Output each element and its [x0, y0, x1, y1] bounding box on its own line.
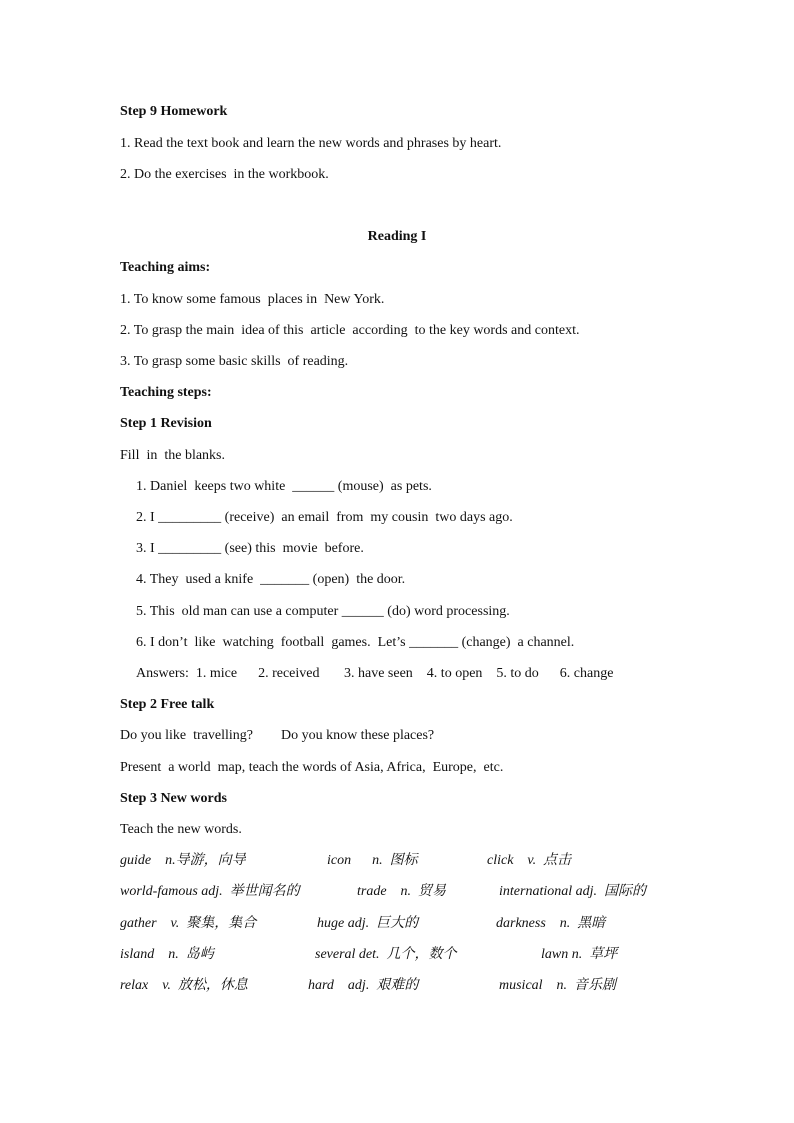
aim-item: 3. To grasp some basic skills of reading. [120, 354, 349, 369]
vocab-entry: world-famous adj. 举世闻名的 [120, 884, 300, 899]
vocab-entry: huge adj. 巨大的 [317, 916, 419, 931]
vocab-entry: click v. 点击 [487, 853, 572, 868]
section-title: Reading I [367, 229, 427, 244]
step1-instruction: Fill in the blanks. [120, 448, 225, 463]
vocab-row [0, 915, 794, 935]
step2-heading: Step 2 Free talk [120, 697, 215, 712]
step2-line: Do you like travelling? Do you know these places? [120, 728, 435, 743]
homework-item: 1. Read the text book and learn the new words and phrases by heart. [120, 136, 502, 151]
vocab-entry: musical n. 音乐剧 [499, 978, 617, 993]
answers-line: Answers: 1. mice 2. received 3. have seen 4. to open 5. to do 6. change [136, 666, 614, 681]
step3-heading: Step 3 New words [120, 791, 227, 806]
exercise-question: 2. I _________ (receive) an email from my cousin two days ago. [136, 510, 513, 525]
vocab-entry: guide n.导游，向导 [120, 853, 246, 868]
exercise-question: 3. I _________ (see) this movie before. [136, 541, 364, 556]
vocab-entry: darkness n. 黑暗 [496, 916, 606, 931]
vocab-row [0, 946, 794, 966]
exercise-question: 4. They used a knife _______ (open) the door. [136, 572, 406, 587]
exercise-question: 1. Daniel keeps two white ______ (mouse) as pets. [136, 479, 432, 494]
vocab-entry: trade n. 贸易 [357, 884, 447, 899]
vocab-entry: international adj. 国际的 [499, 884, 646, 899]
vocab-entry: icon n. 图标 [327, 853, 418, 868]
aims-heading: Teaching aims: [120, 260, 211, 275]
vocab-entry: island n. 岛屿 [120, 947, 214, 962]
vocab-row [0, 977, 794, 997]
vocab-row [0, 883, 794, 903]
aim-item: 1. To know some famous places in New York. [120, 292, 385, 307]
steps-heading: Teaching steps: [120, 385, 212, 400]
exercise-question: 6. I don’t like watching football games. Let’s _______ (change) a channel. [136, 635, 575, 650]
step1-heading: Step 1 Revision [120, 416, 212, 431]
vocab-entry: several det. 几个，数个 [315, 947, 457, 962]
step3-instruction: Teach the new words. [120, 822, 242, 837]
vocab-entry: gather v. 聚集，集合 [120, 916, 257, 931]
vocab-entry: hard adj. 艰难的 [308, 978, 419, 993]
aim-item: 2. To grasp the main idea of this article according to the key words and context. [120, 323, 580, 338]
vocab-entry: relax v. 放松，休息 [120, 978, 248, 993]
vocab-row [0, 852, 794, 872]
exercise-question: 5. This old man can use a computer ______ (do) word processing. [136, 604, 510, 619]
vocab-entry: lawn n. 草坪 [541, 947, 618, 962]
homework-item: 2. Do the exercises in the workbook. [120, 167, 329, 182]
step2-line: Present a world map, teach the words of Asia, Africa, Europe, etc. [120, 760, 504, 775]
homework-heading: Step 9 Homework [120, 104, 228, 119]
